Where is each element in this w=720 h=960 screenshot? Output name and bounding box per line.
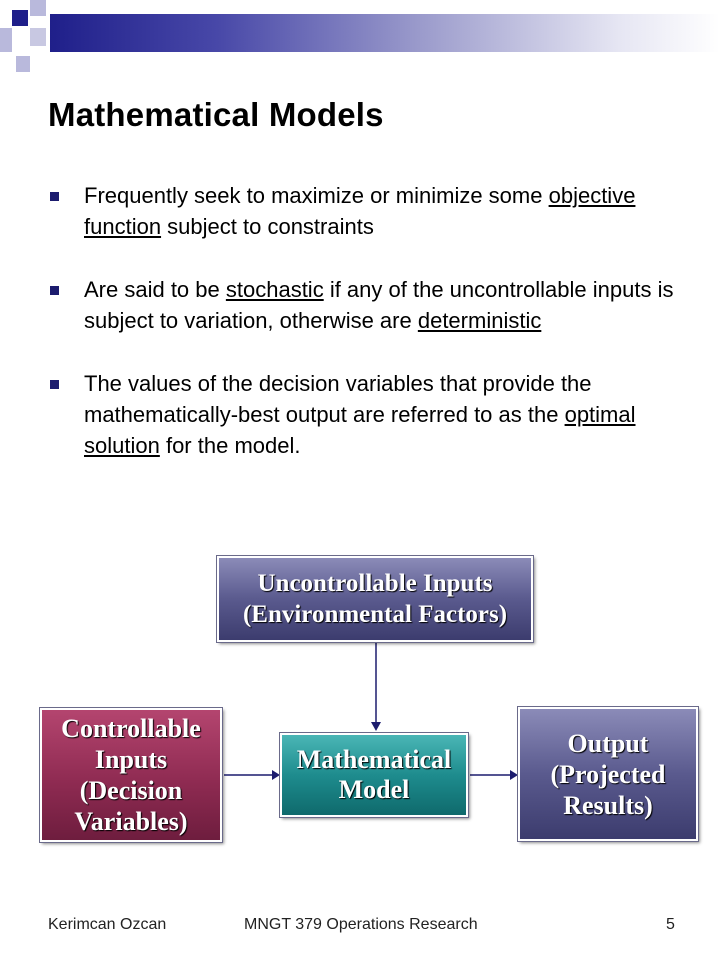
underlined-term: stochastic [225, 277, 324, 302]
underlined-term: objective function [84, 183, 636, 239]
bullet-item: Frequently seek to maximize or minimize some objective function subject to constraints [48, 180, 688, 242]
arrowhead-right-icon [272, 770, 280, 780]
controllable-inputs-box: Controllable Inputs (Decision Variables) [40, 708, 222, 842]
uncontrollable-inputs-box: Uncontrollable Inputs (Environmental Factors) [217, 556, 533, 642]
mathematical-model-box: Mathematical Model [280, 733, 468, 817]
output-box: Output (Projected Results) [518, 707, 698, 841]
arrowhead-right-icon [510, 770, 518, 780]
bullet-item: Are said to be stochastic if any of the uncontrollable inputs is subject to variation, otherwise are deterministic [48, 274, 688, 336]
bullet-item: The values of the decision variables that provide the mathematically-best output are referred to as the optimal solution for the model. [48, 368, 688, 461]
arrowhead-down-icon [371, 722, 381, 731]
slide-title: Mathematical Models [48, 96, 384, 133]
footer-page-number: 5 [666, 916, 675, 933]
underlined-term: optimal solution [84, 402, 636, 458]
underlined-term: deterministic [417, 308, 542, 333]
footer-course: MNGT 379 Operations Research [244, 916, 478, 933]
footer-author: Kerimcan Ozcan [48, 916, 167, 933]
